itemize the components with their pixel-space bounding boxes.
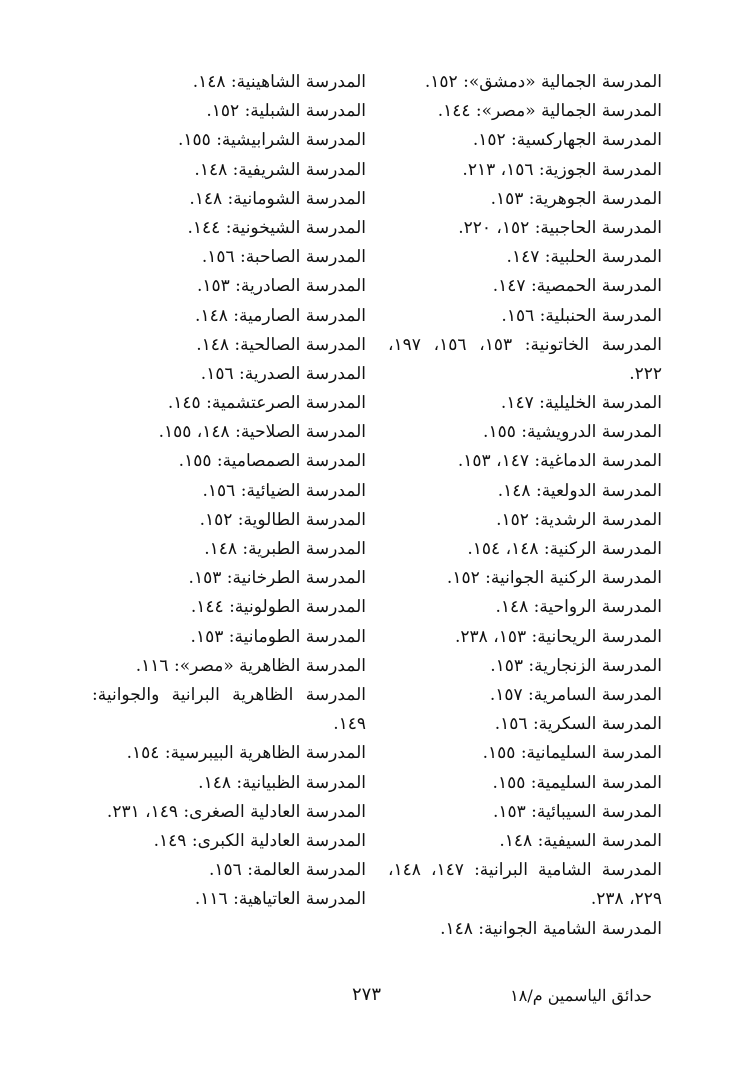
page-footer [0,984,732,1014]
index-entry: المدرسة العادلية الكبرى: ١٤٩. [153,830,366,851]
index-entry: المدرسة الجهاركسية: ١٥٢. [472,130,662,151]
index-entry: المدرسة الصمصامية: ١٥٥. [178,451,366,472]
index-entry: المدرسة الرواحية: ١٤٨. [495,597,662,618]
index-entry: المدرسة الخاتونية: ١٥٣، ١٥٦، ١٩٧، ٢٢٢. [388,334,662,384]
index-entry: المدرسة الحنبلية: ١٥٦. [501,305,662,326]
index-entry: المدرسة الشيخونية: ١٤٤. [187,217,366,238]
index-entry: المدرسة الخليلية: ١٤٧. [500,393,662,414]
index-entry: المدرسة الطولونية: ١٤٤. [190,597,366,618]
index-entry: المدرسة العادلية الصغرى: ١٤٩، ٢٣١. [106,801,366,822]
index-entry: المدرسة الشريفية: ١٤٨. [194,159,366,180]
index-entry: المدرسة الصرعتشمية: ١٤٥. [167,393,366,414]
index-entry: المدرسة السكرية: ١٥٦. [494,714,662,735]
index-entry: المدرسة الجوزية: ١٥٦، ٢١٣. [462,159,662,180]
signature-mark: حدائق الياسمين م/١٨ [510,986,652,1005]
index-entry: المدرسة الصالحية: ١٤٨. [196,334,366,355]
index-entry: المدرسة السيفية: ١٤٨. [499,830,662,851]
index-entry: المدرسة الطرخانية: ١٥٣. [188,568,366,589]
index-entry: المدرسة الدرويشية: ١٥٥. [483,422,662,443]
index-entry: المدرسة الصارمية: ١٤٨. [195,305,366,326]
index-entry: المدرسة الضيائية: ١٥٦. [202,480,366,501]
index-entry: المدرسة السليمانية: ١٥٥. [482,743,662,764]
index-entry: المدرسة الصدرية: ١٥٦. [200,363,366,384]
index-entry: المدرسة السليمية: ١٥٥. [492,772,662,793]
index-entry: المدرسة الريحانية: ١٥٣، ٢٣٨. [454,626,662,647]
index-entry: المدرسة الصلاحية: ١٤٨، ١٥٥. [158,422,366,443]
index-entry: المدرسة الجمالية «مصر»: ١٤٤. [437,101,662,122]
index-entry: المدرسة الجمالية «دمشق»: ١٥٢. [424,72,662,92]
index-entry: المدرسة الشاهينية: ١٤٨. [192,72,366,92]
index-entry: المدرسة الركنية: ١٤٨، ١٥٤. [467,539,662,560]
index-entry: المدرسة الصاحبة: ١٥٦. [201,247,366,268]
index-entry: المدرسة السيبائية: ١٥٣. [492,801,662,822]
index-entry: المدرسة الظاهرية البيبرسية: ١٥٤. [126,743,366,764]
index-column-right [388,68,662,944]
index-entry: المدرسة الشرابيشية: ١٥٥. [177,130,366,151]
index-entry: المدرسة الطبرية: ١٤٨. [204,539,366,559]
index-entry: المدرسة الشبلية: ١٥٢. [206,101,366,122]
index-entry: المدرسة الصادرية: ١٥٣. [196,276,366,297]
index-entry: المدرسة الحلبية: ١٤٧. [506,247,662,268]
index-entry: المدرسة الظاهرية «مصر»: ١١٦. [135,655,366,676]
index-entry: المدرسة الجوهرية: ١٥٣. [490,188,662,209]
index-entry: المدرسة الركنية الجوانية: ١٥٢. [446,568,662,589]
page-number: ٢٧٣ [352,984,382,1005]
index-entry: المدرسة الدولعية: ١٤٨. [497,480,662,501]
index-entry: المدرسة الشامية البرانية: ١٤٧، ١٤٨، ٢٢٩، ٢٣٨. [388,860,662,910]
index-entry: المدرسة الشومانية: ١٤٨. [189,188,366,209]
index-entry: المدرسة الزنجارية: ١٥٣. [490,655,662,676]
index-entry: المدرسة السامرية: ١٥٧. [489,684,662,705]
index-entry: المدرسة الطومانية: ١٥٣. [190,626,366,647]
index-entry: المدرسة الظاهرية البرانية والجوانية: ١٤٩. [92,684,366,735]
index-entry: المدرسة الرشدية: ١٥٢. [496,509,662,530]
index-column-left [92,68,366,914]
index-entry: المدرسة الحمصية: ١٤٧. [492,276,662,297]
index-entry: المدرسة العاتياهية: ١١٦. [194,889,366,910]
index-entry: المدرسة العالمة: ١٥٦. [209,860,366,881]
index-entry: المدرسة الظبيانية: ١٤٨. [198,772,366,793]
index-entry: المدرسة الدماغية: ١٤٧، ١٥٣. [457,451,662,472]
index-entry: المدرسة الشامية الجوانية: ١٤٨. [440,918,662,939]
index-entry: المدرسة الحاجبية: ١٥٢، ٢٢٠. [458,217,662,238]
index-entry: المدرسة الطالوية: ١٥٢. [199,509,366,530]
